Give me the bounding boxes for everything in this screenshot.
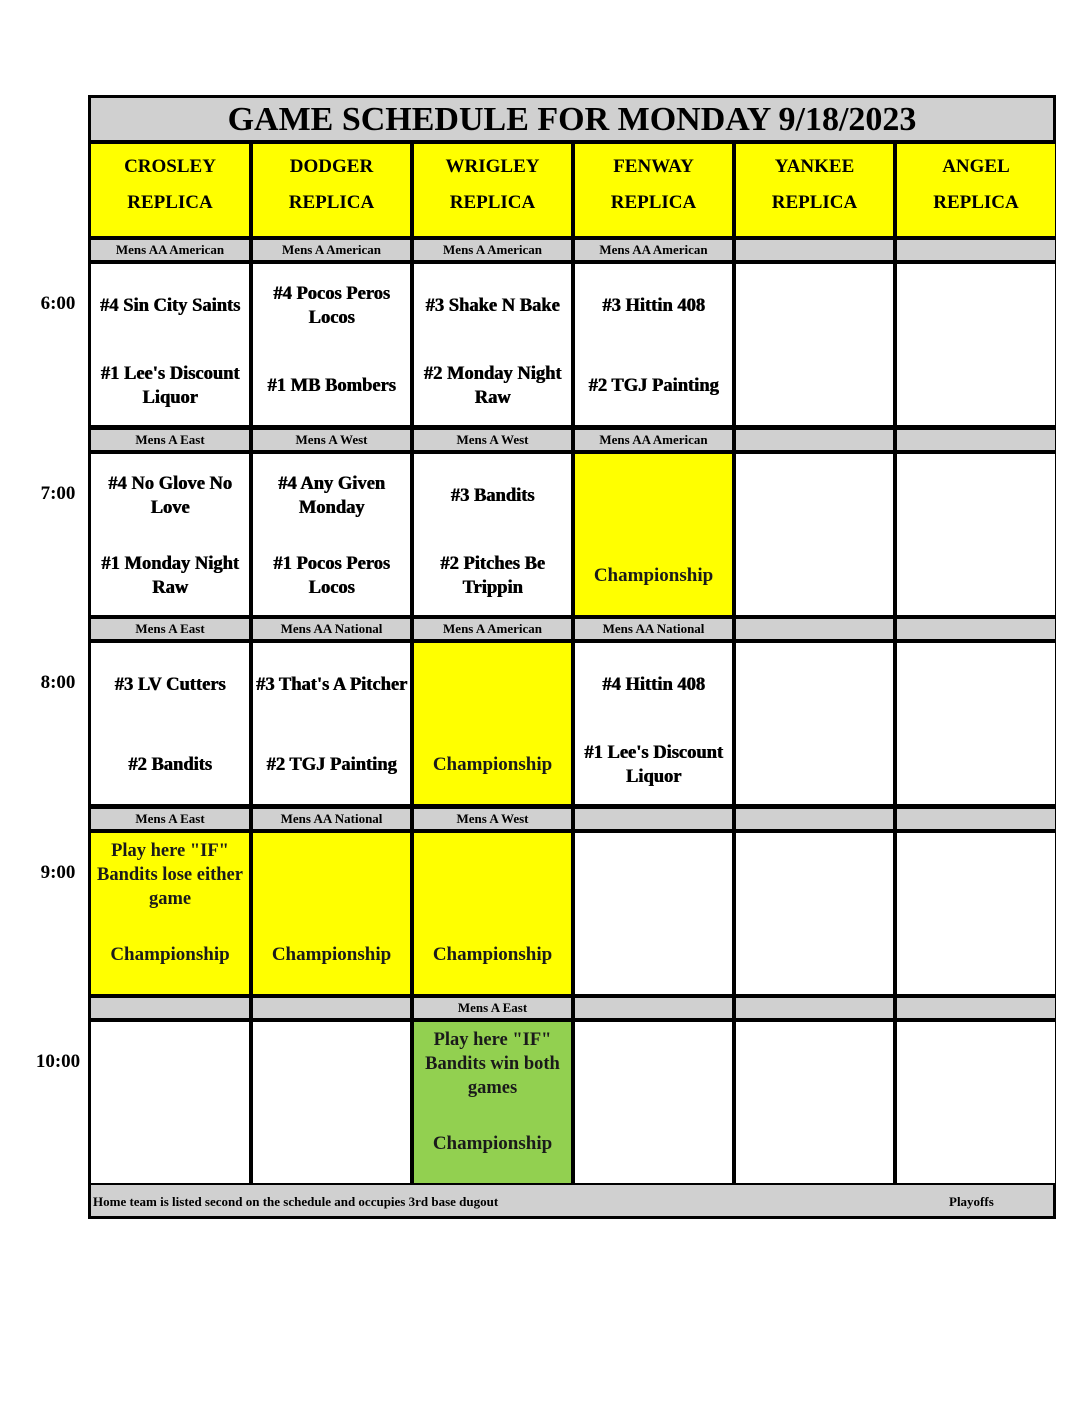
league-label: [736, 998, 893, 1018]
league-label: Mens A East: [91, 619, 249, 639]
visiting-team: [899, 643, 1053, 727]
home-team: #1 Monday Night Raw: [101, 554, 239, 598]
league-label: [91, 998, 249, 1018]
visiting-team: Play here "IF" Bandits win both games: [425, 1030, 560, 1098]
home-team: Championship: [271, 944, 392, 965]
home-team: [577, 916, 730, 994]
game-cell: [414, 454, 571, 615]
visiting-team: [738, 1022, 891, 1106]
home-team: #1 MB Bombers: [267, 376, 396, 396]
time-label: 6:00: [40, 293, 76, 314]
league-label: Mens A American: [414, 619, 571, 639]
league-label: [575, 998, 732, 1018]
visiting-team: [255, 1022, 408, 1106]
time-label: 9:00: [40, 862, 76, 883]
field-subtitle: REPLICA: [288, 192, 375, 213]
visiting-team: [416, 833, 569, 917]
home-team: Championship: [593, 565, 714, 586]
field-header-crosley: [91, 144, 249, 236]
field-header-yankee: [736, 144, 893, 236]
game-cell: [253, 264, 410, 425]
home-team: #1 Lee's Discount Liquor: [584, 743, 723, 787]
home-team: #2 TGJ Painting: [588, 376, 719, 396]
visiting-team: [738, 643, 891, 727]
home-team: Championship: [110, 944, 230, 965]
home-team: [577, 1105, 730, 1183]
home-team: #1 Lee's Discount Liquor: [100, 364, 240, 408]
footer-playoffs-tag: Playoffs: [949, 1194, 994, 1209]
league-label: [897, 809, 1055, 829]
league-label: Mens AA National: [575, 619, 732, 639]
visiting-team: [899, 1022, 1053, 1106]
game-cell: [575, 264, 732, 425]
home-team: [738, 347, 891, 425]
visiting-team: [738, 454, 891, 538]
visiting-team: [577, 1022, 730, 1106]
home-team: [899, 347, 1053, 425]
visiting-team: #3 Bandits: [450, 486, 535, 506]
league-label: Mens AA American: [575, 430, 732, 450]
league-label: [736, 809, 893, 829]
field-name: ANGEL: [942, 156, 1010, 177]
game-cell: [736, 643, 893, 804]
home-team: #2 Bandits: [128, 755, 212, 775]
home-team: [738, 1105, 891, 1183]
game-cell: [897, 643, 1055, 804]
game-cell: [414, 643, 571, 804]
visiting-team: [899, 454, 1053, 538]
home-team: [738, 537, 891, 615]
league-label: [897, 998, 1055, 1018]
visiting-team: [577, 833, 730, 917]
field-name: WRIGLEY: [445, 156, 540, 177]
home-team: [899, 916, 1053, 994]
field-header-wrigley: [414, 144, 571, 236]
game-cell: [575, 833, 732, 994]
home-team: [255, 1105, 408, 1183]
league-label: [736, 240, 893, 260]
league-label: Mens AA American: [91, 240, 249, 260]
visiting-team: #3 LV Cutters: [114, 675, 226, 695]
time-label: 8:00: [40, 672, 76, 693]
league-label: [736, 619, 893, 639]
game-cell: [575, 643, 732, 804]
league-label: [736, 430, 893, 450]
time-label: 7:00: [40, 483, 76, 504]
game-cell: [91, 454, 249, 615]
game-cell: [253, 833, 410, 994]
visiting-team: #4 Any Given Monday: [278, 474, 385, 518]
home-team: #2 Monday Night Raw: [423, 364, 562, 408]
visiting-team: #3 Shake N Bake: [425, 296, 560, 316]
field-name: YANKEE: [774, 156, 855, 177]
visiting-team: [255, 833, 408, 917]
field-subtitle: REPLICA: [771, 192, 858, 213]
game-cell: [897, 264, 1055, 425]
visiting-team: [93, 1022, 247, 1106]
field-name: FENWAY: [613, 156, 694, 177]
game-cell: [897, 1022, 1055, 1183]
league-label: Mens A West: [414, 809, 571, 829]
game-cell: [91, 1022, 249, 1183]
league-label: [253, 998, 410, 1018]
visiting-team: #4 No Glove No Love: [108, 474, 232, 518]
visiting-team: [899, 264, 1053, 348]
game-cell: [91, 264, 249, 425]
game-cell: [736, 833, 893, 994]
page-title: GAME SCHEDULE FOR MONDAY 9/18/2023: [91, 98, 1053, 140]
visiting-team: [416, 643, 569, 727]
time-label: 10:00: [35, 1051, 81, 1072]
game-cell: [575, 1022, 732, 1183]
home-team: #2 Pitches Be Trippin: [440, 554, 545, 598]
visiting-team: Play here "IF" Bandits lose either game: [97, 841, 243, 909]
game-cell: [736, 264, 893, 425]
home-team: [899, 726, 1053, 804]
league-label: Mens AA National: [253, 619, 410, 639]
visiting-team: #4 Hittin 408: [602, 675, 705, 695]
game-cell: [253, 1022, 410, 1183]
game-cell: [253, 643, 410, 804]
home-team: Championship: [432, 1133, 553, 1154]
home-team: [93, 1105, 247, 1183]
field-subtitle: REPLICA: [127, 192, 213, 213]
league-label: Mens AA National: [253, 809, 410, 829]
schedule-footer: [91, 1185, 1053, 1216]
league-label: [575, 809, 732, 829]
home-team: [738, 916, 891, 994]
visiting-team: [738, 264, 891, 348]
league-label: Mens A American: [414, 240, 571, 260]
visiting-team: #3 That's A Pitcher: [255, 675, 408, 695]
visiting-team: [577, 454, 730, 538]
home-team: [738, 726, 891, 804]
visiting-team: #3 Hittin 408: [602, 296, 705, 316]
game-cell: [736, 1022, 893, 1183]
visiting-team: [738, 833, 891, 917]
field-header-angel: [897, 144, 1055, 236]
game-cell: [414, 1022, 571, 1183]
league-label: Mens A East: [414, 998, 571, 1018]
league-label: Mens A American: [253, 240, 410, 260]
game-cell: [414, 833, 571, 994]
visiting-team: [899, 833, 1053, 917]
league-label: [897, 619, 1055, 639]
game-cell: [91, 643, 249, 804]
league-label: [897, 430, 1055, 450]
home-team: Championship: [432, 754, 553, 775]
visiting-team: #4 Pocos Peros Locos: [273, 284, 390, 328]
home-team: [899, 537, 1053, 615]
game-cell: [253, 454, 410, 615]
field-header-dodger: [253, 144, 410, 236]
field-name: CROSLEY: [124, 156, 216, 177]
home-team: [899, 1105, 1053, 1183]
visiting-team: #4 Sin City Saints: [99, 296, 241, 316]
field-subtitle: REPLICA: [933, 192, 1019, 213]
home-team: #1 Pocos Peros Locos: [273, 554, 390, 598]
game-cell: [91, 833, 249, 994]
league-label: Mens A East: [91, 809, 249, 829]
footer-note: Home team is listed second on the schedule and occupies 3rd base dugout: [93, 1194, 499, 1209]
home-team: #2 TGJ Painting: [266, 755, 397, 775]
league-label: Mens A West: [253, 430, 410, 450]
field-subtitle: REPLICA: [449, 192, 536, 213]
game-cell: [897, 833, 1055, 994]
league-label: Mens A West: [414, 430, 571, 450]
league-label: Mens AA American: [575, 240, 732, 260]
game-cell: [736, 454, 893, 615]
game-cell: [575, 454, 732, 615]
game-cell: [414, 264, 571, 425]
field-subtitle: REPLICA: [610, 192, 697, 213]
schedule-table: [88, 95, 1056, 1219]
field-name: DODGER: [289, 156, 374, 177]
league-label: [897, 240, 1055, 260]
league-label: Mens A East: [91, 430, 249, 450]
home-team: Championship: [432, 944, 553, 965]
field-header-fenway: [575, 144, 732, 236]
game-cell: [897, 454, 1055, 615]
